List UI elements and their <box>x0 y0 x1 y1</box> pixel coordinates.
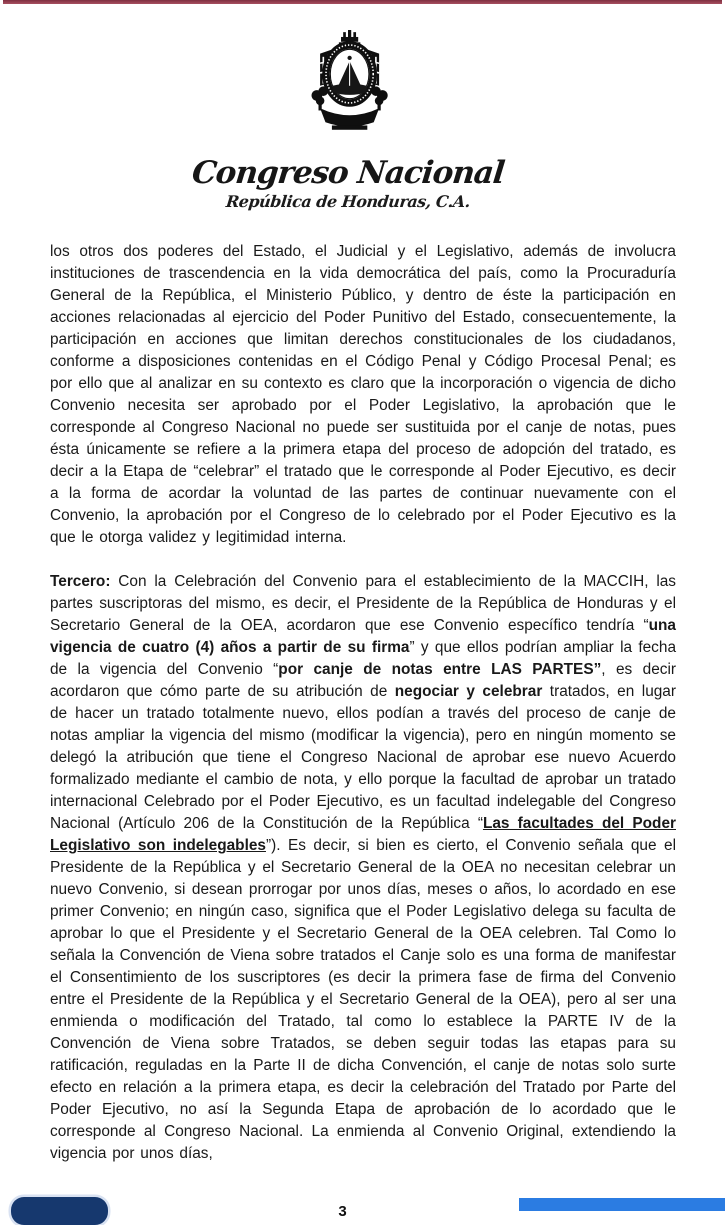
document-header <box>3 30 693 211</box>
text-run: negociar y celebrar <box>394 683 543 700</box>
org-subtitle: República de Honduras, C.A. <box>225 192 471 211</box>
text-run: Tercero: <box>50 573 111 590</box>
bottom-left-button[interactable] <box>11 1197 108 1225</box>
text-run: , es decir acordaron que cómo parte de su atribución de <box>50 661 676 700</box>
paragraph <box>50 241 676 549</box>
document-body <box>50 241 676 1165</box>
document-page <box>3 0 722 1220</box>
text-run: tratados, en lugar de hacer un tratado totalmente nuevo, ellos podían a través del proceso de canje de notas ampliar la vigencia del mismo (modificar la vigencia), pero en ningún momento se delegó la atribución que tiene el Congreso Nacional de aprobar ese nuevo Acuerdo formalizado mediante el cambio de nota, y ello porque la facultad de aprobar un tratado internacional Celebrado por el Poder Ejecutivo, es un facultad indelegable del Congreso Nacional (Artículo 206 de la Constitución de la República “ <box>50 683 676 832</box>
paragraph <box>50 571 676 1165</box>
text-run: por canje de notas entre LAS PARTES” <box>278 661 602 678</box>
bottom-right-bar <box>519 1198 725 1211</box>
text-run: los otros dos poderes del Estado, el Judicial y el Legislativo, además de involucra instituciones de trascendencia en la vida democrática del país, como la Procuraduría General de la República, el Ministerio Público, y dentro de éste la participación en acciones relacionadas al ejercicio del Poder Punitivo del Estado, consecuentemente, la participación en acciones que limitan derechos constitucionales de los ciudadanos, conforme a disposiciones contenidas en el Código Penal y Código Procesal Penal; es por ello que al analizar en su contexto es claro que la incorporación o vigencia de dicho Convenio necesita ser aprobado por el Poder Legislativo, la aprobación que le corresponde al Congreso Nacional no puede ser sustituida por el canje de notas, pues ésta únicamente se refiere a la primera etapa del proceso de adopción del tratado, es decir a la Etapa de “celebrar” el tratado que le corresponde al Poder Ejecutivo, es decir a la forma de acordar la voluntad de las partes de continuar nuevamente con el Convenio, la aprobación por el Congreso de lo celebrado por el Poder Ejecutivo es la que le otorga validez y legitimidad interna. <box>50 243 676 546</box>
page-number: 3 <box>338 1203 347 1220</box>
top-accent-rule <box>3 0 722 4</box>
org-title: Congreso Nacional <box>190 155 506 191</box>
text-run: Con la Celebración del Convenio para el establecimiento de la MACCIH, las partes suscriptoras del mismo, es decir, el Presidente de la República de Honduras y el Secretario General de la OEA, acordaron que ese Convenio específico tendría “ <box>50 573 676 634</box>
honduras-coat-of-arms-icon <box>289 30 407 153</box>
text-run: Las facultades del Poder Legislativo son indelegables <box>50 815 676 854</box>
text-run: ” y que ellos podrían ampliar la fecha de la vigencia del Convenio “ <box>50 639 677 678</box>
text-run: una vigencia de cuatro (4) años a partir de su firma <box>50 617 676 656</box>
text-run: ”). Es decir, si bien es cierto, el Convenio señala que el Presidente de la República y el Secretario General de la OEA no necesitan celebrar un nuevo Convenio, si desean prorrogar por unos días, meses o años, lo acordado en ese primer Convenio; en ningún caso, significa que el Poder Legislativo delega su faculta de aprobar lo que el Presidente y el Secretario General de la OEA celebren. Tal Como lo señala la Convención de Viena sobre tratados el Canje solo es una forma de manifestar el Consentimiento de los suscriptores (es decir la primera fase de firma del Convenio entre el Presidente de la República y el Secretario General de la OEA), pero al ser una enmienda o modificación del Tratado, tal como lo establece la PARTE IV de la Convención de Viena sobre Tratados, se deben seguir todas las etapas para su ratificación, reguladas en la Parte II de dicha Convención, el canje de notas solo surte efecto en relación a la primera etapa, es decir la celebración del Tratado por Parte del Poder Ejecutivo, no así la Segunda Etapa de aprobación de lo acordado que le corresponde al Congreso Nacional. La enmienda al Convenio Original, extendiendo la vigencia por unos días, <box>50 837 676 1162</box>
